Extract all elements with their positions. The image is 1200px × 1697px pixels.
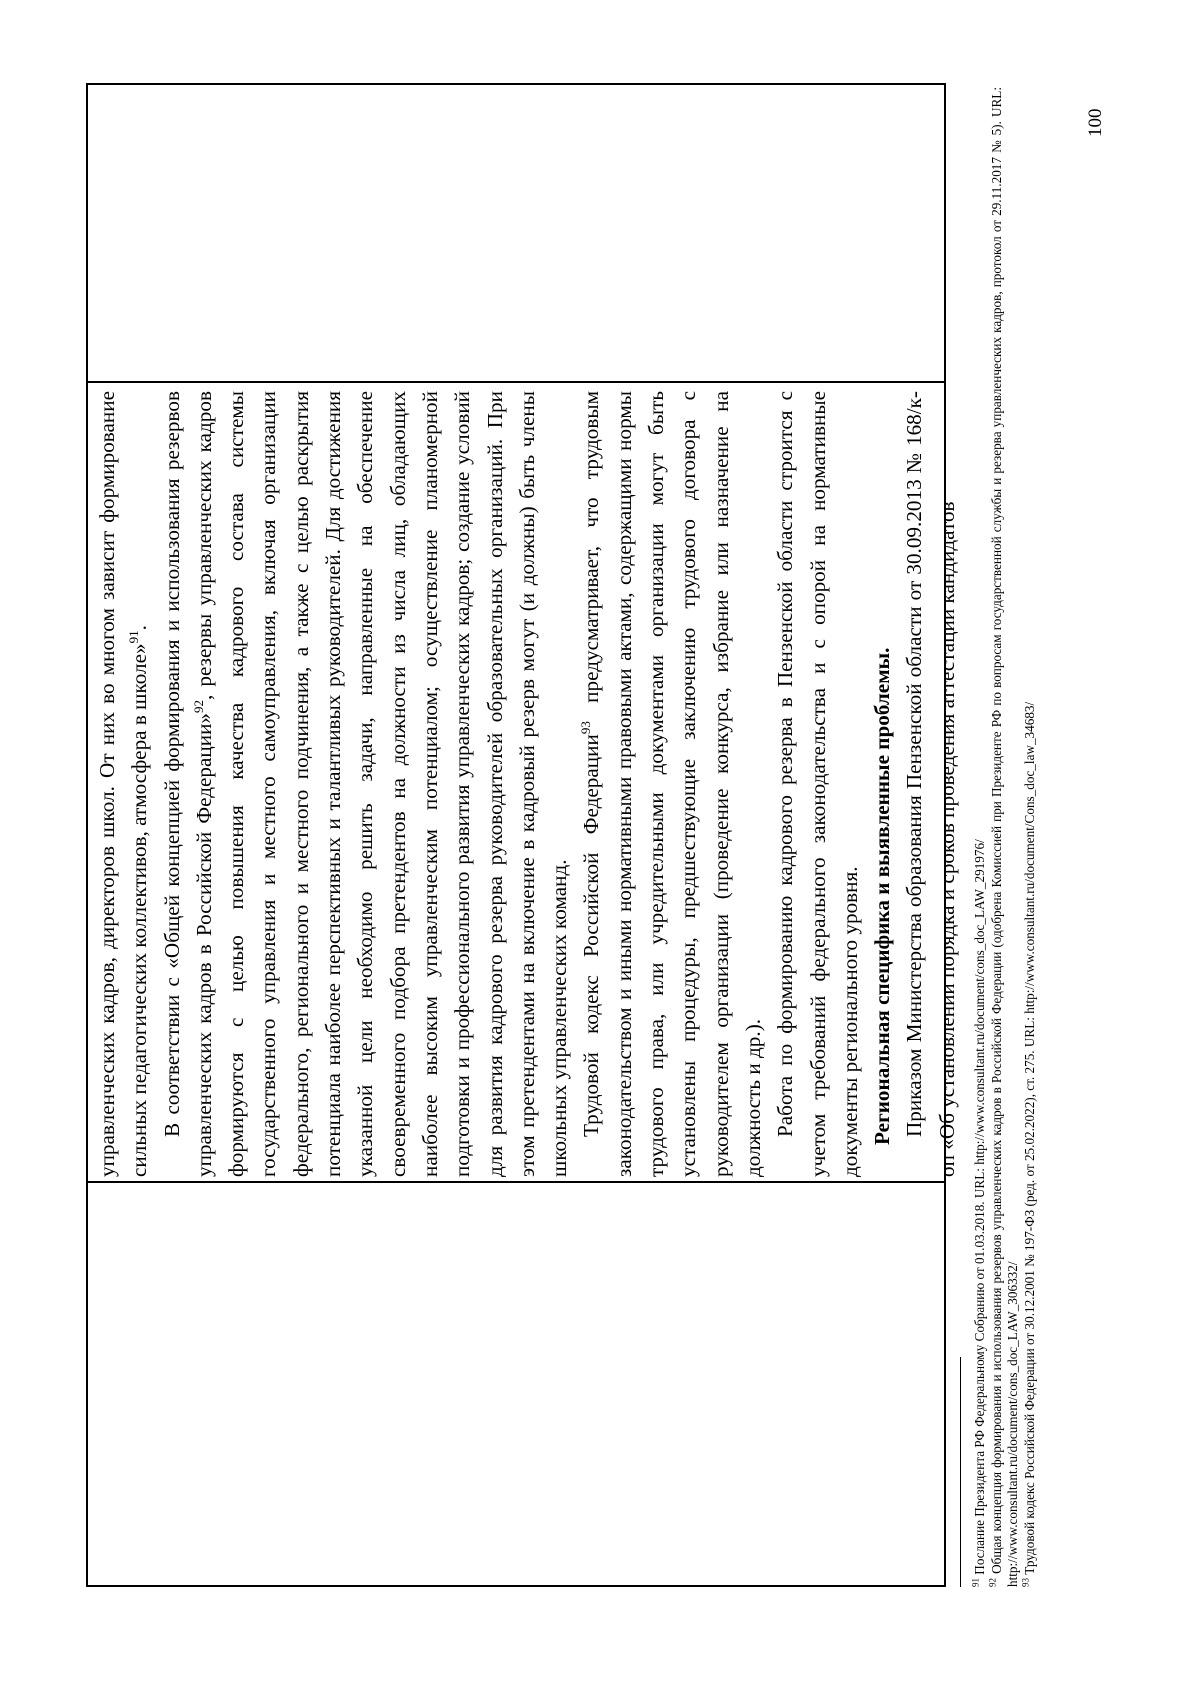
footnote-ref-91: 91 — [126, 630, 142, 644]
footnote-separator — [960, 1357, 961, 1587]
footnotes — [972, 87, 1038, 1587]
table-column-left — [88, 1181, 944, 1585]
footnote-93: $^{93}$ Трудовой кодекс Российской Федерации от 30.12.2001 № 197-ФЗ (ред. от 25.02.2022), ст. 275. URL: http://www.consultant.ru/document/Cons_doc_law_34683/ — [1020, 701, 1037, 1587]
footnote-91: $^{91}$ Послание Президента РФ Федеральному Собранию от 01.03.2018. URL: http://www.consultant.ru/document/cons_doc_LAW_291976/ — [970, 839, 987, 1587]
section-heading: Региональная специфика и выявленные проблемы. — [870, 647, 895, 1145]
page-number: 100 — [1085, 108, 1106, 137]
footnote-92: $^{92}$ Общая концепция формирования и использования резервов управленческих кадров в Российской Федерации (одобрена Комиссией при Президенте РФ по вопросам государственной службы и резерва управленческих кадров, протокол от 29.11.2017 № 5). URL: http://www.consultant.ru/document/cons_doc_LAW_306332/ — [987, 87, 1021, 1587]
paragraph-5: Приказом Министерства образования Пензенской области от 30.09.2013 № 168/к-оп «Об установлении порядка и сроков проведения аттестации кандидатов — [902, 391, 959, 1177]
paragraph-1: управленческих кадров, директоров школ. От них во многом зависит формирование сильных педагогических коллективов, атмосфера в школе»$^{91}$. — [95, 391, 152, 1177]
table-column-right — [88, 85, 944, 381]
table-column-main-text — [88, 381, 959, 1183]
content-table — [86, 83, 959, 1587]
paragraph-3: Трудовой кодекс Российской Федерации$^{93}$ предусматривает, что трудовым законодательством и иными нормативными правовыми актами, содержащими нормы трудового права, или учредительными документами организации могут быть установлены процедуры, предшествующие заключению трудового договора с руководителем организации (проведение конкурса, избрание или назначение на должность и др.). — [578, 391, 765, 1177]
footnote-ref-92: 92 — [190, 700, 206, 713]
paragraph-2: В соответствии с «Общей концепцией формирования и использования резервов управленческих кадров в Российской Федерации»$^{92}$, резервы управленческих кадров формируются с целью повышения качества кадрового состава системы государственного управления и местного самоуправления, включая организации федерального, регионального и местного подчинения, а также с целью раскрытия потенциала наиболее перспективных и талантливых руководителей. Для достижения указанной цели необходимо решить задачи, направленные на обеспечение своевременного подбора претендентов на должности из числа лиц, обладающих наиболее высоким управленческим потенциалом; осуществление планомерной подготовки и профессионального развития управленческих кадров; создание условий для развития кадрового резерва руководителей образовательных организаций. При этом претендентами на включение в кадровый резерв могут (и должны) быть члены школьных управленческих команд. — [159, 391, 572, 1177]
paragraph-4: Работа по формированию кадрового резерва в Пензенской области строится с учетом требований федерального законодательства и с опорой на нормативные документы регионального уровня. — [773, 391, 862, 1177]
footnote-ref-93: 93 — [578, 721, 594, 735]
